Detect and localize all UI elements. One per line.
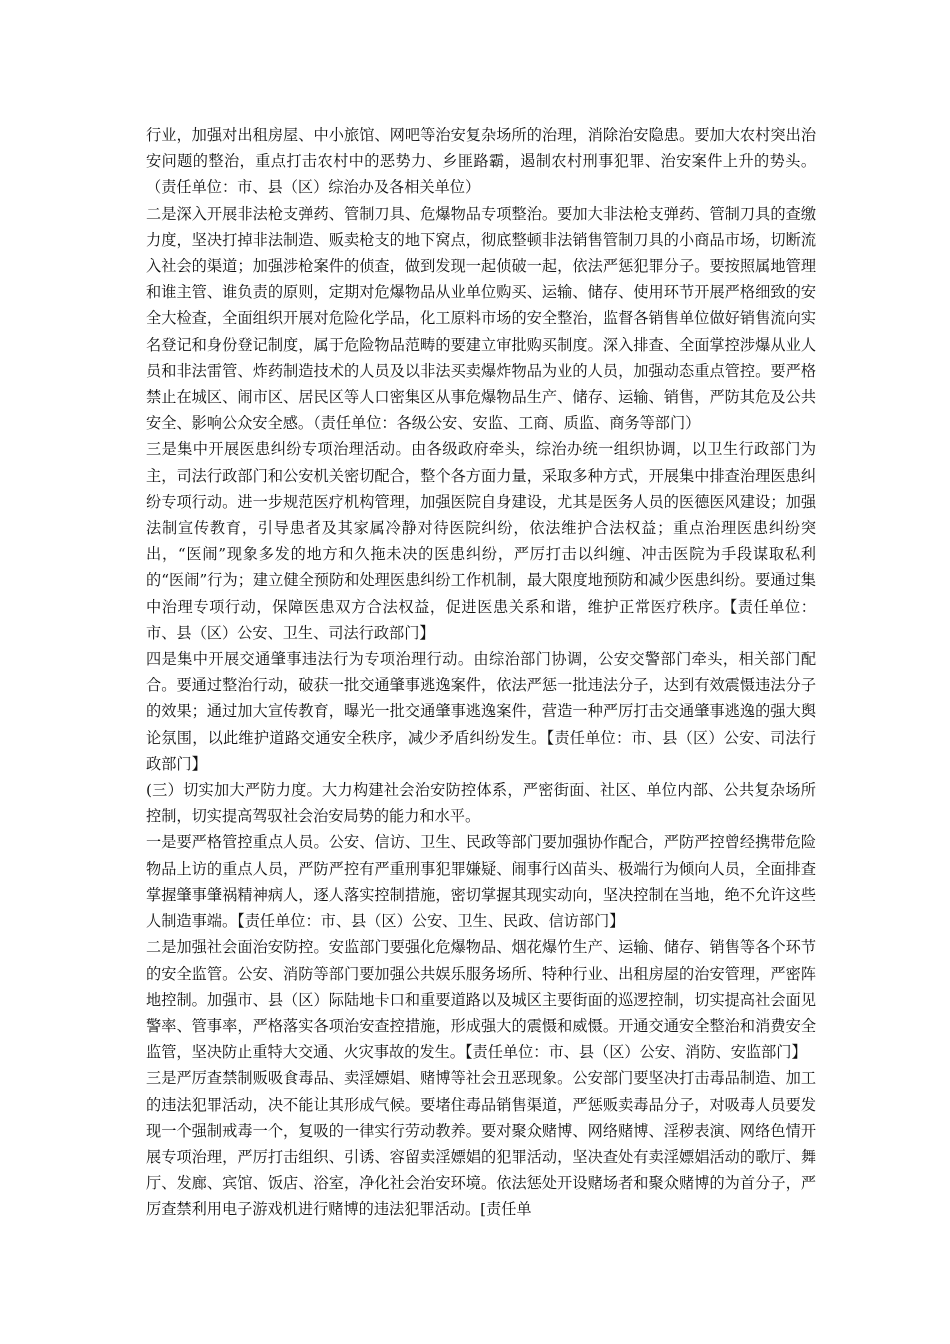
document-body — [146, 122, 816, 1223]
paragraph: 二是深入开展非法枪支弹药、管制刀具、危爆物品专项整治。要加大非法枪支弹药、管制刀具的查缴力度，坚决打掉非法制造、贩卖枪支的地下窝点，彻底整顿非法销售管制刀具的小商品市场，切断流入社会的渠道；加强涉枪案件的侦查，做到发现一起侦破一起，依法严惩犯罪分子。要按照属地管理和谁主管、谁负责的原则，定期对危爆物品从业单位购买、运输、储存、使用环节开展严格细致的安全大检查，全面组织开展对危险化学品，化工原料市场的安全整治，监督各销售单位做好销售流向实名登记和身份登记制度，属于危险物品范畴的要建立审批购买制度。深入排查、全面掌控涉爆从业人员和非法雷管、炸药制造技术的人员及以非法买卖爆炸物品为业的人员，加强动态重点管控。要严格禁止在城区、闹市区、居民区等人口密集区从事危爆物品生产、储存、运输、销售，严防其危及公共安全、影响公众安全感。（责任单位：各级公安、安监、工商、质监、商务等部门） — [146, 204, 816, 433]
paragraph: 行业，加强对出租房屋、中小旅馆、网吧等治安复杂场所的治理，消除治安隐患。要加大农村突出治安问题的整治，重点打击农村中的恶势力、乡匪路霸，遏制农村刑事犯罪、治安案件上升的势头。（责任单位：市、县（区）综治办及各相关单位） — [146, 126, 816, 197]
paragraph: 二是加强社会面治安防控。安监部门要强化危爆物品、烟花爆竹生产、运输、储存、销售等各个环节的安全监管。公安、消防等部门要加强公共娱乐服务场所、特种行业、出租房屋的治安管理，严密阵地控制。加强市、县（区）际陆地卡口和重要道路以及城区主要街面的巡逻控制，切实提高社会面见警率、管事率，严格落实各项治安查控措施，形成强大的震慑和威慑。开通交通安全整治和消费安全监管，坚决防止重特大交通、火灾事故的发生。【责任单位：市、县（区）公安、消防、安监部门】 — [146, 938, 816, 1062]
paragraph: 四是集中开展交通肇事违法行为专项治理行动。由综治部门协调，公安交警部门牵头，相关部门配合。要通过整治行动，破获一批交通肇事逃逸案件，依法严惩一批违法分子，达到有效震慑违法分子的效果；通过加大宣传教育，曝光一批交通肇事逃逸案件，营造一种严厉打击交通肇事逃逸的强大舆论氛围，以此维护道路交通安全秩序，减少矛盾纠纷发生。【责任单位：市、县（区）公安、司法行政部门】 — [146, 650, 816, 773]
paragraph: 三是集中开展医患纠纷专项治理活动。由各级政府牵头，综治办统一组织协调，以卫生行政部门为主，司法行政部门和公安机关密切配合，整个各方面力量，采取多种方式，开展集中排查治理医患纠纷专项行动。进一步规范医疗机构管理，加强医院自身建设，尤其是医务人员的医德医风建设；加强法制宣传教育，引导患者及其家属冷静对待医院纠纷，依法维护合法权益；重点治理医患纠纷突出，“医闹”现象多发的地方和久拖未决的医患纠纷，严厉打击以纠缠、冲击医院为手段谋取私利的“医闹”行为；建立健全预防和处理医患纠纷工作机制，最大限度地预防和减少医患纠纷。要通过集中治理专项行动，保障医患双方合法权益，促进医患关系和谐，维护正常医疗秩序。【责任单位：市、县（区）公安、卫生、司法行政部门】 — [146, 440, 816, 642]
paragraph: 三是严厉查禁制贩吸食毒品、卖淫嫖娼、赌博等社会丑恶现象。公安部门要坚决打击毒品制造、加工的违法犯罪活动，决不能让其形成气候。要堵住毒品销售渠道，严惩贩卖毒品分子，对吸毒人员要发现一个强制戒毒一个，复吸的一律实行劳动教养。要对聚众赌博、网络赌博、淫秽表演、网络色情开展专项治理，严厉打击组织、引诱、容留卖淫嫖娼的犯罪活动，坚决查处有卖淫嫖娼活动的歌厅、舞厅、发廊、宾馆、饭店、浴室，净化社会治安环境。依法惩处开设赌场者和聚众赌博的为首分子，严厉查禁利用电子游戏机进行赌博的违法犯罪活动。[责任单 — [146, 1069, 816, 1219]
paragraph: (三）切实加大严防力度。大力构建社会治安防控体系，严密街面、社区、单位内部、公共复杂场所控制，切实提高驾驭社会治安局势的能力和水平。 — [146, 781, 816, 826]
paragraph: 一是要严格管控重点人员。公安、信访、卫生、民政等部门要加强协作配合，严防严控曾经携带危险物品上访的重点人员，严防严控有严重刑事犯罪嫌疑、闹事行凶苗头、极端行为倾向人员，全面排查掌握肇事肇祸精神病人，逐人落实控制措施，密切掌握其现实动向，坚决控制在当地，绝不允许这些人制造事端。【责任单位：市、县（区）公安、卫生、民政、信访部门】 — [146, 833, 816, 931]
